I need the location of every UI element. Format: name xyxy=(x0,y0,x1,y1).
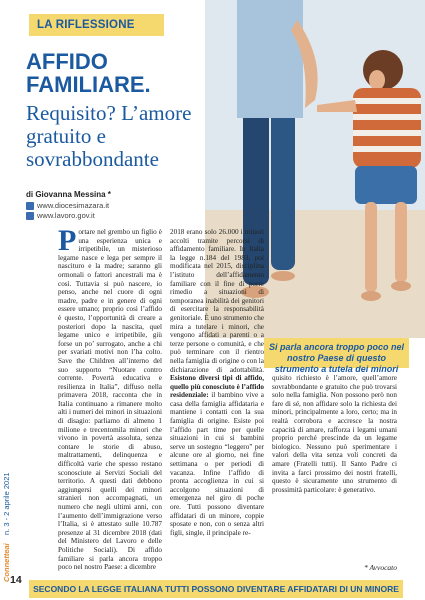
link-row-1[interactable] xyxy=(26,201,109,210)
author-byline: di Giovanna Messina * xyxy=(26,190,111,199)
article-subtitle: Requisito? L’amore gratuito e sovrabbondante xyxy=(26,101,192,171)
column-2-highlight: Esistono diversi tipi di affido, quello più conosciuto è l’affido residenziale: xyxy=(170,374,264,400)
drop-cap: P xyxy=(58,228,77,257)
column-1-text: ortare nel grembo un figlio è una esperienza unica e irripetibile, un misterioso legame nasce e lega per sempre il nascituro e la madre; saranno gli ormonali o fattori ancestrali ma è così. Tuttavia si può nascere, io penso, anche nel cuore di ogni madre, padre e in genere di ogni essere umano; proprio così l’affido è questo, l’opportunità di creare a posteriori dopo la nascita, quel legame unico e irripetibile, giù forse un po’ surrogato, anche a chi per svariati motivi non l’ha colto. Save the Children all’interno del suo supporto “Nuotare contro corrente. Povertà educativa e resilienza in Italia”, diffuso nella primavera 2018, racconta che in Italia continuano a rimanere molto alti i numeri dei minori in situazioni di disagio: parliamo di almeno 1 milione e trecentomila minori che vivono in povertà assoluta, senza contare le storie di abuso, maltrattamenti, delinquenza e difficoltà varie che spesso restano sconosciute ai Servizi Sociali del territorio. A questi dati debbono aggiungersi quelli dei minori stranieri non accompagnati, un numero che negli ultimi anni, con l’aumento dell’immigrazione verso l’Italia, si è attestato sulle 10.787 presenze al 31 dicembre 2018 (dati del Ministero del Lavoro e delle Politiche Sociali). Di affido familiare si parla ancora troppo poco nel nostro Paese: a dicembre xyxy=(58,228,162,572)
title-line-1: AFFIDO xyxy=(26,49,108,74)
footer-banner: SECONDO LA LEGGE ITALIANA TUTTI POSSONO DIVENTARE AFFIDATARI DI UN MINORE xyxy=(29,580,403,598)
link-diocesimazara[interactable]: www.diocesimazara.it xyxy=(37,201,110,210)
page-number: 14 xyxy=(10,574,22,586)
title-line-2: FAMILIARE. xyxy=(26,72,151,97)
section-label: LA RIFLESSIONE xyxy=(29,14,164,36)
column-2-text-a: 2018 erano solo 26.000 i minori accolti tramite percorsi di affidamento familiare. In Italia la legge n.184 del 1983, poi modificata nel 2015, disciplina l’istituto dell’affidamento familiare con il fine di porre rimedio a situazioni di temporanea inabilità dei genitori di esercitare la responsabilità genitoriale. È uno strumento che mira a tutelare i minori, che vengono affidati a parenti o a terze persone o comunità, e che può terminare con il rientro nella famiglia di origine o con la dichiarazione di adottabilità. xyxy=(170,228,264,374)
globe-icon xyxy=(26,202,34,210)
globe-icon xyxy=(26,212,34,220)
link-lavoro-gov[interactable]: www.lavoro.gov.it xyxy=(37,211,95,220)
article-column-3 xyxy=(272,374,397,562)
column-2-text-b: il bambino vive a casa della famiglia affidataria e mantiene i contatti con la sua famiglia di origine. Esiste poi l’affido part time per quelle situazioni in cui si bambini serve un sostegno “leggero” per alcune ore al giorno, nei fine settimana o per periodi di vacanza. Infine l’affido di pronta accoglienza in cui si accolgono situazioni di emergenza nel giro di poche ore. Tutti possono diventare affidatari di un minore, coppie sposate e non, con o senza altri figli, single, il principale re- xyxy=(170,391,264,537)
magazine-brand: Connetteai xyxy=(2,543,11,582)
article-title xyxy=(26,50,151,96)
article-column-1 xyxy=(58,228,162,574)
article-column-2 xyxy=(170,228,264,574)
column-3-text: quisito richiesto è l’amore, quell’amore sovrabbondante e gratuito che può trovarsi solo nella famiglia. Non possono però non fare di sé, non affidare solo la richiesta dei minori, principalmente a loro, certo; ma in realtà corrobora e accresce la nostra capacità di amare, rafforza i legami umani proprio perché prescinde da un legame biologico. Nessuno può sperimentare i valori della vita senza voli concreti da amare (Fratelli tutti). Il Santo Padre ci invita a farci prossimo dei nostri fratelli, questo è sicuramente uno strumento di prossimità particolare: è generativo. xyxy=(272,374,397,494)
pull-quote: Si parla ancora troppo poco nel nostro Paese di questo strumento a tutela dei minori xyxy=(264,338,409,368)
link-row-2[interactable] xyxy=(26,211,95,220)
author-signature: * Avvocato xyxy=(364,563,397,572)
issue-date: n. 3 - 2 aprile 2021 xyxy=(2,472,11,535)
